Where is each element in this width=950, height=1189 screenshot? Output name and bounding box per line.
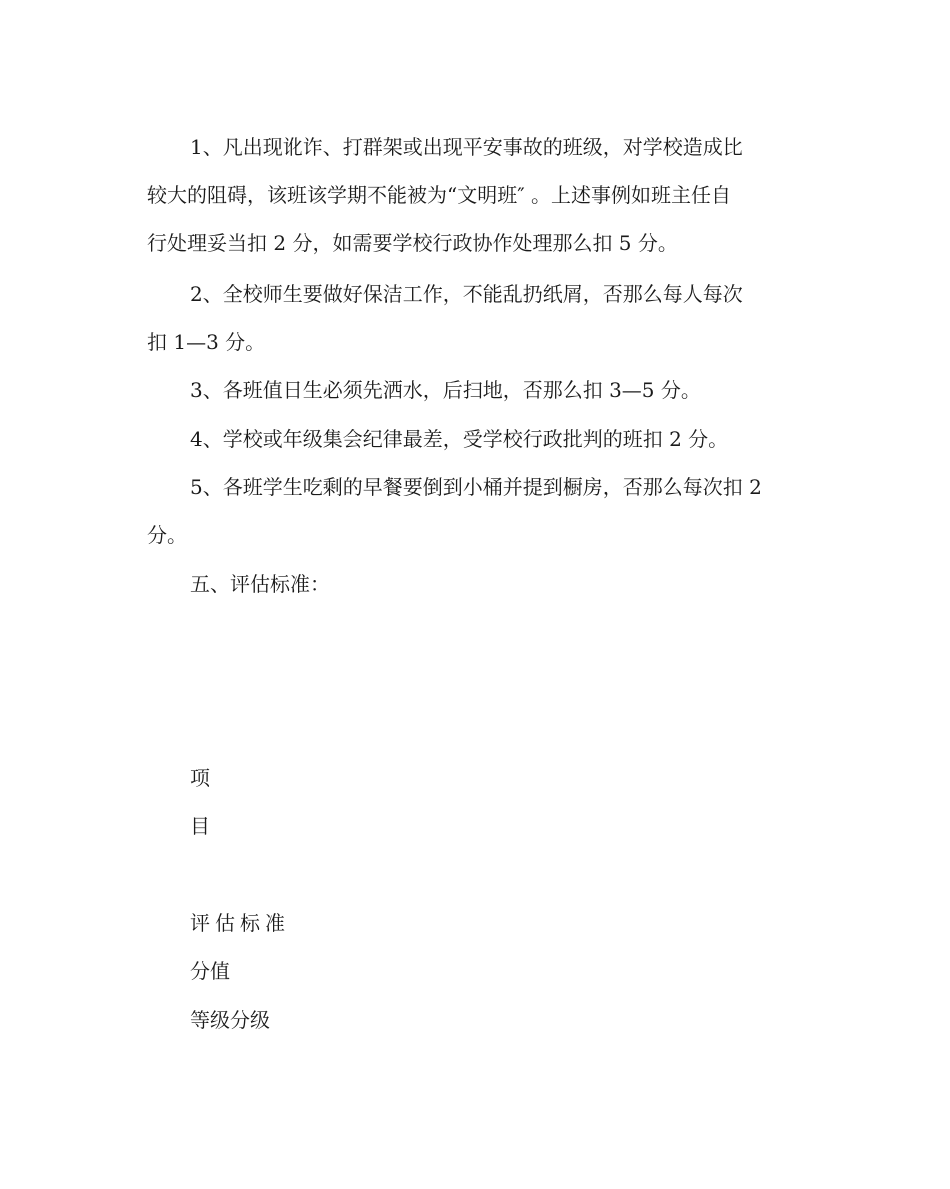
table-header-item-line-2: 目: [190, 814, 210, 838]
section-heading: 五、评估标准：: [190, 572, 330, 596]
rule-2-line-2: 扣 1—3 分。: [147, 330, 266, 354]
rule-5-line-2: 分。: [147, 523, 187, 547]
table-header-grade: 等级分级: [190, 1008, 270, 1032]
table-header-criteria: 评估标准: [190, 911, 290, 935]
rule-2-line-1: 2、全校师生要做好保洁工作，不能乱扔纸屑，否那么每人每次: [190, 282, 743, 306]
rule-1-line-3: 行处理妥当扣 2 分，如需要学校行政协作处理那么扣 5 分。: [147, 231, 678, 255]
rule-3-line-1: 3、各班值日生必须先洒水，后扫地，否那么扣 3—5 分。: [190, 378, 701, 402]
rule-5-line-1: 5、各班学生吃剩的早餐要倒到小桶并提到橱房，否那么每次扣 2: [190, 475, 762, 499]
table-header-score: 分值: [190, 959, 230, 983]
rule-1-line-1: 1、凡出现讹诈、打群架或出现平安事故的班级，对学校造成比: [190, 135, 743, 159]
table-header-item-line-1: 项: [190, 766, 210, 790]
rule-4-line-1: 4、学校或年级集会纪律最差，受学校行政批判的班扣 2 分。: [190, 427, 729, 451]
rule-1-line-2: 较大的阻碍，该班该学期不能被为“文明班″ 。上述事例如班主任自: [147, 183, 732, 207]
